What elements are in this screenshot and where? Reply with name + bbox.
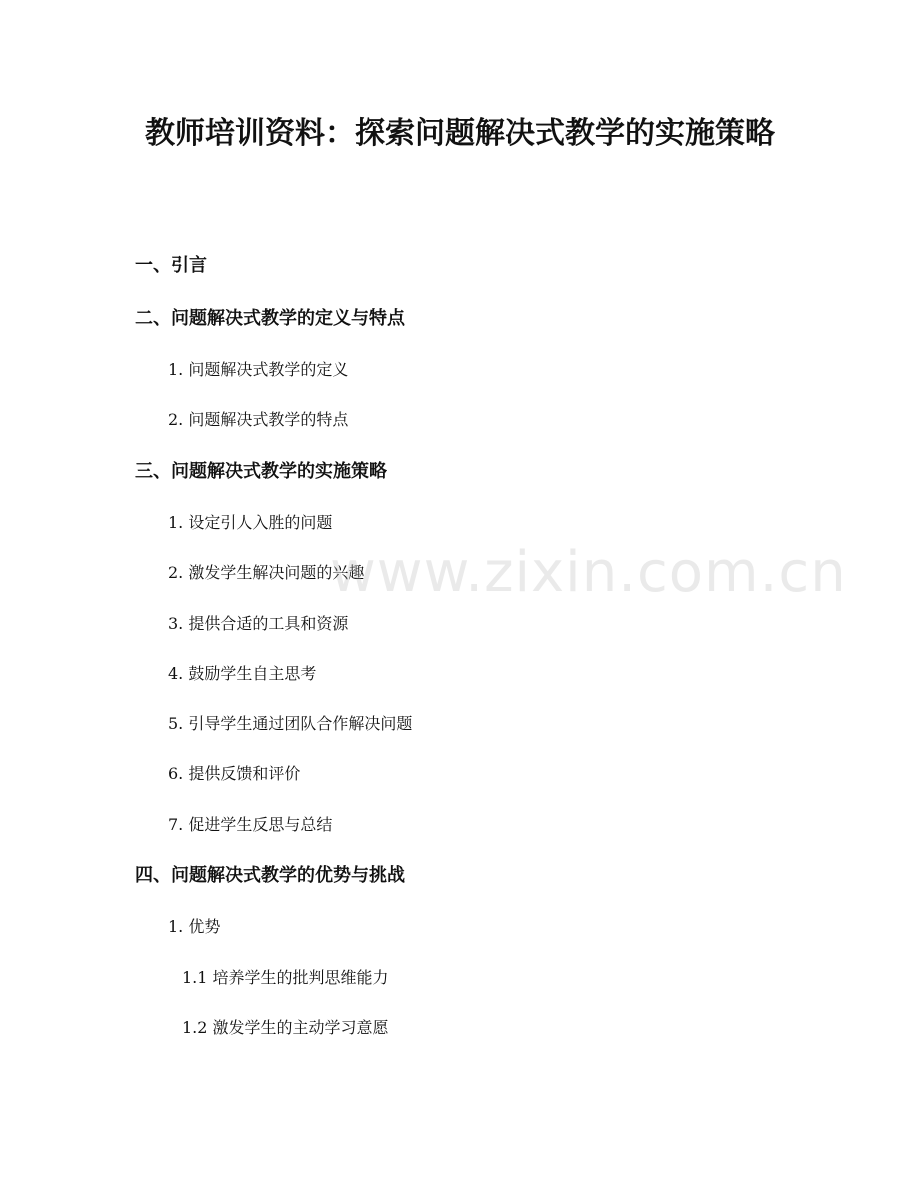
section-heading-introduction: 一、引言 (135, 255, 207, 276)
section-heading-definition-features: 二、问题解决式教学的定义与特点 (135, 308, 405, 329)
subsection-item: 2. 问题解决式教学的特点 (168, 410, 349, 429)
sub-subsection-item: 1.1 培养学生的批判思维能力 (182, 968, 389, 987)
subsection-item: 5. 引导学生通过团队合作解决问题 (168, 714, 413, 733)
subsection-item: 4. 鼓励学生自主思考 (168, 664, 317, 683)
subsection-item: 2. 激发学生解决问题的兴趣 (168, 563, 365, 582)
subsection-item: 1. 设定引人入胜的问题 (168, 513, 333, 532)
page-title: 教师培训资料：探索问题解决式教学的实施策略 (145, 116, 775, 151)
subsection-item: 3. 提供合适的工具和资源 (168, 614, 349, 633)
sub-subsection-item: 1.2 激发学生的主动学习意愿 (182, 1018, 389, 1037)
subsection-item: 1. 问题解决式教学的定义 (168, 360, 349, 379)
subsection-item: 7. 促进学生反思与总结 (168, 815, 333, 834)
watermark: www.zixin.com.cn (330, 540, 847, 605)
section-heading-advantages-challenges: 四、问题解决式教学的优势与挑战 (135, 865, 405, 886)
section-heading-strategies: 三、问题解决式教学的实施策略 (135, 461, 387, 482)
subsection-item: 6. 提供反馈和评价 (168, 764, 301, 783)
subsection-item: 1. 优势 (168, 917, 221, 936)
